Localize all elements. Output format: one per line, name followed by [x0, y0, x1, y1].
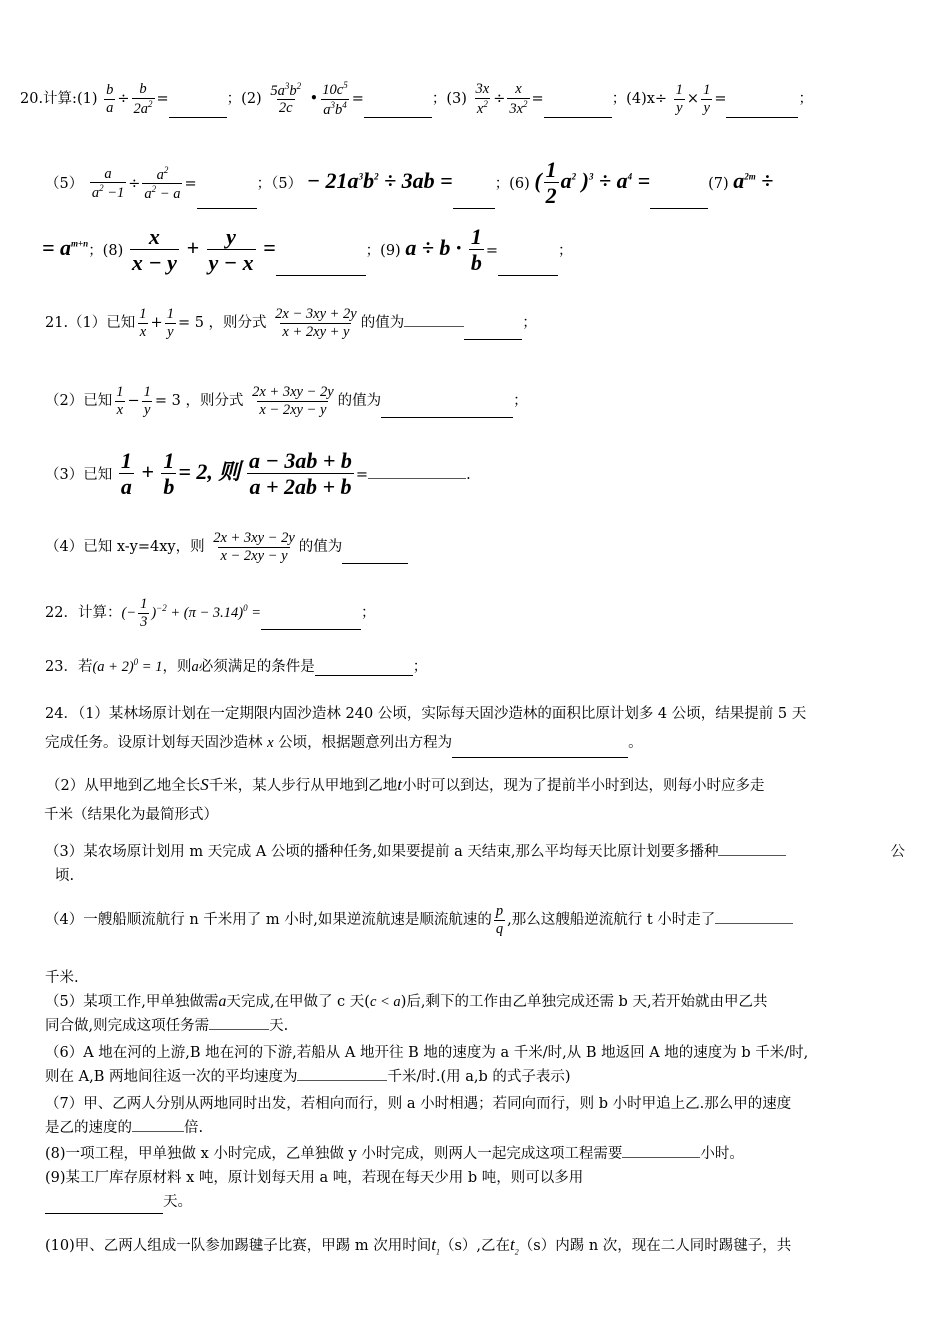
- q24-p10-line: (10)甲、乙两人组成一队参加踢毽子比赛，甲踢 m 次用时间$t_1(s)$,乙在$t_2(s)$内踢 n 次，现在二人同时踢毽子，共: [45, 1235, 792, 1257]
- q20-p3-label: ；(3): [431, 91, 467, 107]
- q20-p5b-expr: − $21a^3b^2 \div 3ab$ =: [306, 167, 453, 193]
- q20-p2-label: ；(2): [226, 91, 262, 107]
- semicolon: ；: [412, 659, 428, 675]
- q24-p4-text: （4）一艘船顺流航行 n 千米用了 m 小时,如果逆流航速是顺流航速的: [45, 912, 492, 929]
- q20-p9-expr: a ÷ b · $\frac{1}{b}$: [405, 224, 482, 276]
- q20-p4-label: ；(4)x÷: [611, 91, 668, 107]
- q21-2-text: = 3 ，则分式: [154, 393, 244, 410]
- q21-line4: [45, 530, 408, 564]
- answer-blank[interactable]: [404, 326, 464, 327]
- answer-blank[interactable]: [650, 208, 708, 209]
- equals: =: [714, 91, 727, 107]
- q24-p2-text3: 小时可以到达，现为了提前半小时到达，则每小时应多走: [401, 778, 765, 794]
- fraction: $\frac{1}{y}$: [166, 306, 174, 340]
- q22-line: [45, 596, 376, 630]
- q24-p1-end: 。: [628, 735, 643, 751]
- q24-p2: [46, 770, 906, 830]
- q24-p9-line1: (9)某工厂库存原材料 x 吨，原计划每天用 a 吨，若现在每天少用 b 吨，则可以多用: [45, 1170, 584, 1186]
- answer-blank[interactable]: [297, 1080, 387, 1081]
- q20-line1: 20.计算:(1) $\frac{b}{a}$ ÷ $\frac{b}{2a^2}$ = ；(2) $\frac{5a^3b^2}{2c}$ • $\frac{10c^5}{a^3b^4}$ = ；(3) $\frac{3x}{x^2}$ ÷ $\frac{x}{3x^2}$ = ；(4)x÷ $\frac{1}{y}$ × $\frac{1}{y}$ = ；: [20, 80, 813, 118]
- q21-1-label: 21.（1）已知: [45, 315, 136, 332]
- q21-2-suffix: 的值为: [337, 393, 382, 410]
- q21-3-label: （3）已知: [45, 466, 113, 483]
- q24-p5-line2: [45, 1014, 905, 1038]
- answer-blank[interactable]: [381, 417, 513, 418]
- q21-3-expr: $\frac{1}{a}$ + $\frac{1}{b}$: [120, 448, 175, 500]
- q24-p7-line1: （7）甲、乙两人分别从两地同时出发，若相向而行，则 a 小时相遇；若同向而行，则 b 小时甲追上乙.那么甲的速度: [45, 1096, 792, 1112]
- q24-p5-text2: 天完成,在甲做了 c 天(: [226, 994, 370, 1010]
- q24-p1-text2: 公顷，根据题意列出方程为: [278, 735, 453, 751]
- q20-p8-expr: $\frac{x}{x - y}$ + $\frac{y}{y - x}$ =: [131, 224, 276, 276]
- semicolon: ；: [522, 315, 537, 332]
- q24-p7-end: 倍.: [184, 1120, 204, 1136]
- q21-4-label: （4）已知 x-y=4xy，则: [45, 539, 205, 556]
- q24-p5: [45, 990, 905, 1038]
- q21-1-text: = 5 ，则分式: [177, 315, 267, 332]
- q20-p8-label: ；(8): [88, 242, 124, 259]
- q21-line1: 21.（1）已知 $\frac{1}{x}$ + $\frac{1}{y}$ = 5 ，则分式 $\frac{2x - 3xy + 2y}{x + 2xy + y}$ 的值为 ；: [45, 306, 537, 340]
- q20-p7-expr-cont: = $a^{m+n}$: [42, 234, 89, 260]
- q20-p7-expr: $a^{2m}$ ÷: [733, 167, 774, 193]
- q24-p6-text: 则在 A,B 两地间往返一次的平均速度为: [45, 1069, 298, 1085]
- q24-p2-text2: 千米，某人步行从甲地到乙地: [208, 778, 398, 794]
- q24-p4-line1: [45, 903, 905, 937]
- equals: =: [351, 91, 364, 107]
- q21-line2: （2）已知 $\frac{1}{x}$ − $\frac{1}{y}$ = 3 ，则分式 $\frac{2x + 3xy - 2y}{x - 2xy - y}$ 的值为 ；: [45, 384, 528, 418]
- q23-expr: $(a + 2)^0 = 1$: [92, 657, 163, 675]
- q24-p7-text: 是乙的速度的: [45, 1120, 132, 1136]
- fraction: $\frac{3x}{x^2}$: [475, 80, 490, 117]
- answer-blank[interactable]: [342, 563, 408, 564]
- q20-p5-label: （5）: [45, 175, 84, 192]
- q20-label: 20.计算:: [20, 91, 77, 107]
- q24-p8-text: (8)一项工程，甲单独做 x 小时完成，乙单独做 y 小时完成，则两人一起完成这项工程需要: [45, 1146, 623, 1162]
- q20-p6-label: ；(6): [494, 175, 530, 192]
- q23-label: 23．若: [45, 659, 93, 675]
- q24-p4-text2: ,那么这艘船逆流航行 t 小时走了: [507, 912, 716, 929]
- q20-line3: [42, 224, 573, 276]
- q23-mid: ，则: [162, 659, 192, 675]
- q24-p1-line1: 24．（1）某林场原计划在一定期限内固沙造林 240 公顷，实际每天固沙造林的面积比原计划多 4 公顷，结果提前 5 天: [45, 706, 807, 722]
- answer-blank[interactable]: [368, 478, 466, 479]
- q21-3-fraction: $\frac{a - 3ab + b}{a + 2ab + b}$: [249, 448, 352, 500]
- semicolon: ；: [361, 605, 376, 622]
- fraction: $\frac{2x - 3xy + 2y}{x + 2xy + y}$: [275, 306, 357, 340]
- q23-line: [45, 655, 427, 676]
- q24-p4: [45, 903, 905, 937]
- answer-blank[interactable]: [197, 208, 257, 209]
- q20-p5b-label: ；（5）: [256, 175, 303, 192]
- q24-p8-line: [45, 1142, 905, 1166]
- equals: =: [184, 175, 197, 192]
- answer-blank[interactable]: [261, 629, 361, 630]
- q20-line2: （5） $\frac{a}{a^2 -1}$ ÷ $\frac{a^2}{a^2 - a}$ = ；$(5) - 21a^3b^2 \div 3ab$ = ；(6) ( $\frac{1}{2}$ $a^2$ )$^3 \div a^4 = (7) a^{2m}$ ÷: [45, 157, 774, 209]
- q23-suffix: 必须满足的条件是: [198, 659, 315, 675]
- q20-p7-label: (7): [708, 175, 729, 192]
- q24-p9-line2: [45, 1190, 905, 1214]
- answer-blank[interactable]: [169, 117, 227, 118]
- fraction: $\frac{1}{x}$: [116, 384, 124, 418]
- q24-p5-text: （5）某项工作,甲单独做需: [45, 994, 219, 1010]
- answer-blank[interactable]: [45, 1213, 163, 1214]
- q21-line3: （3）已知 $\frac{1}{a}$ + $\frac{1}{b}$ = 2, 则 $\frac{a - 3ab + b}{a + 2ab + b}$ = .: [45, 448, 471, 500]
- semicolon: ；: [798, 91, 813, 107]
- answer-blank[interactable]: [315, 675, 413, 676]
- answer-blank[interactable]: [715, 923, 793, 924]
- equals: =: [355, 466, 369, 483]
- q24-p6: [45, 1041, 905, 1089]
- fraction: $\frac{a}{a^2 -1}$: [91, 165, 125, 202]
- q24-p7: [45, 1092, 905, 1140]
- q24-p9-end: 天。: [163, 1194, 192, 1210]
- q24-p5-end: 天.: [269, 1018, 289, 1034]
- q24-p3-unit: 公: [890, 844, 905, 860]
- q21-3-text: = 2, 则: [178, 458, 241, 484]
- fraction: $\frac{1}{y}$: [143, 384, 151, 418]
- equals: =: [531, 91, 544, 107]
- q21-1-suffix: 的值为: [360, 315, 405, 332]
- fraction: $\frac{1}{y}$: [675, 81, 683, 116]
- q24-p1-line2: 完成任务。设原计划每天固沙造林 x 公顷，根据题意列出方程为 。: [45, 729, 905, 758]
- answer-blank[interactable]: [718, 855, 786, 856]
- q21-2-label: （2）已知: [45, 393, 113, 410]
- q24-p3-line1: [45, 840, 905, 864]
- semicolon: ；: [558, 242, 573, 259]
- q24-p4-line2: 千米.: [45, 970, 79, 986]
- q24-p3-line2: 顷.: [55, 868, 75, 884]
- q24-p10-text3: （s）内踢 n 次，现在二人同时踢毽子，共: [518, 1238, 792, 1254]
- answer-blank[interactable]: [622, 1157, 700, 1158]
- q22-label: 22．计算：: [45, 605, 122, 622]
- fraction: $\frac{b}{2a^2}$: [133, 80, 153, 117]
- q24-p3: [45, 840, 905, 888]
- semicolon: ；: [513, 393, 528, 410]
- answer-blank[interactable]: [276, 275, 366, 276]
- equals: =: [485, 242, 499, 259]
- q24-p5-text4: 同合做,则完成这项任务需: [45, 1018, 210, 1034]
- fraction: $\frac{2x + 3xy - 2y}{x - 2xy - y}$: [252, 384, 334, 418]
- fraction: $\frac{b}{a}$: [106, 81, 114, 116]
- q24-p2-text: （2）从甲地到乙地全长: [46, 778, 201, 794]
- answer-blank[interactable]: [453, 208, 495, 209]
- q21-4-suffix: 的值为: [298, 539, 343, 556]
- fraction: $\frac{5a^3b^2}{2c}$: [270, 80, 302, 117]
- q23-var: a: [191, 659, 199, 675]
- answer-blank[interactable]: [364, 117, 432, 118]
- q22-expr-rest: )$^{-2} + (\pi - 3.14)^0$ =: [151, 603, 262, 622]
- fraction: $\frac{1}{3}$: [140, 596, 148, 630]
- q24-p10-text: (10)甲、乙两人组成一队参加踢毽子比赛，甲踢 m 次用时间: [45, 1238, 432, 1254]
- fraction: $\frac{1}{x}$: [139, 306, 147, 340]
- fraction: $\frac{10c^5}{a^3b^4}$: [322, 80, 348, 118]
- q24-p2-line1: （2）从甲地到乙地全长S千米，某人步行从甲地到乙地t小时可以到达，现为了提前半小时到达，则每小时应多走: [46, 775, 765, 794]
- q24-p6-line2: [45, 1065, 905, 1089]
- q20-p9-label: ；(9): [365, 242, 401, 259]
- q24-p8: [45, 1142, 905, 1214]
- q24-p3-text: （3）某农场原计划用 m 天完成 A 公顷的播种任务,如果要提前 a 天结束,那么平均每天比原计划要多播种: [45, 844, 719, 860]
- answer-blank[interactable]: [464, 339, 522, 340]
- fraction: $\frac{1}{y}$: [703, 81, 711, 116]
- q24-p6-text2: 千米/时.(用 a,b 的式子表示): [387, 1069, 571, 1085]
- equals: =: [156, 91, 169, 107]
- fraction: $\frac{x}{3x^2}$: [509, 80, 528, 117]
- answer-blank[interactable]: [498, 275, 558, 276]
- q24-p1-text: 完成任务。设原计划每天固沙造林: [45, 735, 263, 751]
- answer-blank[interactable]: [132, 1131, 184, 1132]
- q22-expr-start: (−: [121, 605, 137, 622]
- q24-p2-line2: 千米（结果化为最简形式）: [44, 807, 218, 823]
- q20-p1-label: (1): [76, 91, 98, 107]
- q20-p6-expr: ( $\frac{1}{2}$ $a^2$ )$^3 \div a^4$ =: [534, 157, 651, 209]
- q24-p7-line2: [45, 1116, 905, 1140]
- q24-p5-line1: （5）某项工作,甲单独做需a天完成,在甲做了 c 天(c < a)后,剩下的工作由乙单独完成还需 b 天,若开始就由甲乙共: [45, 993, 768, 1010]
- fraction: $\frac{p}{q}$: [495, 903, 504, 937]
- q24-p10: [45, 1230, 905, 1266]
- answer-blank[interactable]: [726, 117, 798, 118]
- answer-blank[interactable]: [452, 757, 628, 758]
- answer-blank[interactable]: [209, 1029, 269, 1030]
- q24-p8-end: 小时。: [700, 1146, 744, 1162]
- q24-p5-text3: )后,剩下的工作由乙单独完成还需 b 天,若开始就由甲乙共: [400, 994, 768, 1010]
- fraction: $\frac{2x + 3xy - 2y}{x - 2xy - y}$: [213, 530, 295, 564]
- q24-p1: [45, 700, 905, 758]
- q24-p10-text2: （s）,乙在: [439, 1238, 511, 1254]
- q24-p6-line1: （6）A 地在河的上游,B 地在河的下游,若船从 A 地开往 B 地的速度为 a 千米/时,从 B 地返回 A 地的速度为 b 千米/时,: [45, 1045, 809, 1061]
- fraction: $\frac{a^2}{a^2 - a}$: [144, 164, 181, 203]
- answer-blank[interactable]: [544, 117, 612, 118]
